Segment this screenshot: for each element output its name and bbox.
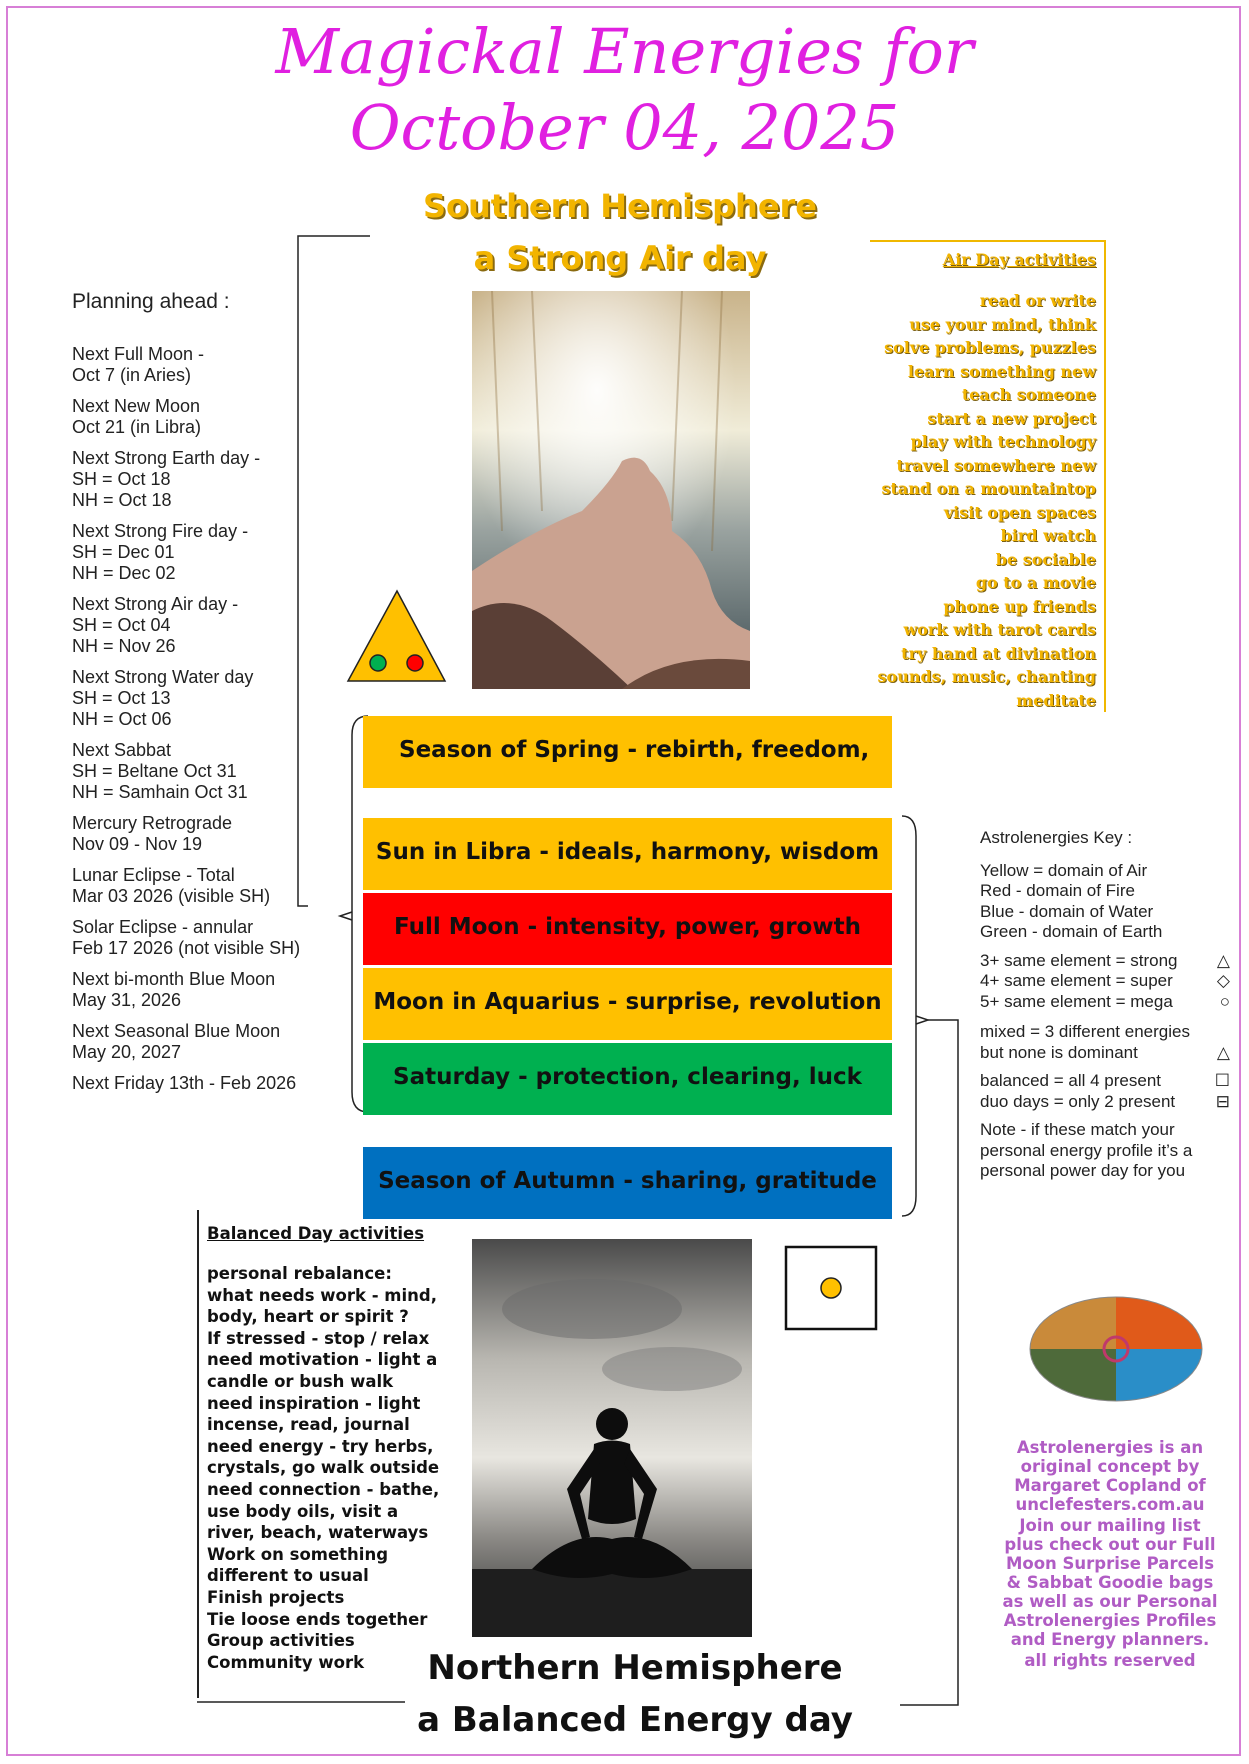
triangle-icon: △ — [1216, 950, 1230, 970]
key-title: Astrolenergies Key : — [980, 828, 1133, 847]
key-color-air: Yellow = domain of Air — [980, 860, 1148, 880]
balanced-activity: crystals, go walk outside — [207, 1458, 440, 1478]
balanced-activity: candle or bush walk — [207, 1371, 394, 1391]
sun-sign-label: Sun in Libra - ideals, harmony, wisdom — [375, 839, 880, 865]
split-square-icon: ⊟ — [1215, 1091, 1230, 1111]
key-mega: 5+ same element = mega — [980, 991, 1173, 1011]
key-note-3: personal power day for you — [980, 1161, 1186, 1180]
air-activity: go to a movie — [975, 573, 1096, 592]
planning-item: Lunar Eclipse - Total Mar 03 2026 (visible SH) — [72, 865, 271, 906]
key-balanced: balanced = all 4 present — [980, 1071, 1161, 1090]
key-mega-row — [980, 992, 1230, 1013]
balanced-activity: Tie loose ends together — [207, 1609, 428, 1629]
key-balanced-row — [980, 1071, 1230, 1092]
air-activity: bird watch — [1000, 526, 1096, 545]
key-color-water: Blue - domain of Water — [980, 901, 1154, 921]
strong-air-triangle-icon — [345, 588, 449, 684]
planning-item: Solar Eclipse - annular Feb 17 2026 (not visible SH) — [72, 917, 301, 958]
balanced-activity: need motivation - light a — [207, 1350, 438, 1370]
info-concept: Astrolenergies is an original concept by Margaret Copland of unclefesters.com.au — [1014, 1438, 1206, 1514]
planning-item: Next Strong Earth day - SH = Oct 18 NH = Oct 18 — [72, 448, 261, 510]
planning-item: Next Strong Fire day - SH = Dec 01 NH = Dec 02 — [72, 521, 249, 583]
northern-hemisphere-heading — [410, 1642, 860, 1746]
air-activity: be sociable — [995, 549, 1096, 569]
info-mailing-list: Join our mailing list plus check out our Full Moon Surprise Parcels & Sabbat Goodie bags as well as our Personal Astrolenergies Profiles and Energy planners. — [1002, 1516, 1218, 1649]
key-strong: 3+ same element = strong — [980, 950, 1178, 970]
planning-item: Next New Moon Oct 21 (in Libra) — [72, 396, 202, 437]
planning-item: Next bi-month Blue Moon May 31, 2026 — [72, 969, 276, 1010]
balanced-activity: Community work — [207, 1652, 365, 1672]
balanced-activities-title: Balanced Day activities — [207, 1224, 425, 1243]
meditation-silhouette-image — [472, 1239, 752, 1637]
balanced-activity: incense, read, journal — [207, 1415, 410, 1435]
nh-line-1: Northern Hemisphere — [427, 1648, 843, 1688]
air-day-activities — [870, 240, 1106, 712]
astrolenergies-info — [1000, 1438, 1220, 1672]
balanced-activity: need energy - try herbs, — [207, 1436, 434, 1456]
planning-item: Next Strong Air day - SH = Oct 04 NH = Nov 26 — [72, 594, 239, 656]
season-spring-bar — [363, 716, 892, 788]
square-icon: ☐ — [1214, 1071, 1230, 1090]
key-mixed-1: mixed = 3 different energies — [980, 1022, 1190, 1041]
key-mixed-row — [980, 1043, 1230, 1064]
day-of-week-label: Saturday - protection, clearing, luck — [393, 1064, 862, 1090]
air-activity: read or write — [979, 291, 1096, 310]
sh-line-1: Southern Hemisphere — [422, 187, 817, 225]
elements-logo — [1026, 1293, 1206, 1405]
moon-sign-bar — [363, 968, 892, 1040]
key-strong-row — [980, 951, 1230, 972]
balanced-activity: Group activities — [207, 1631, 355, 1651]
balanced-activity: what needs work - mind, — [207, 1285, 437, 1305]
air-activity: solve problems, puzzles — [884, 338, 1096, 357]
moon-sign-label: Moon in Aquarius - surprise, revolution — [373, 989, 882, 1015]
air-activity: phone up friends — [943, 596, 1096, 616]
planning-item: Next Full Moon - Oct 7 (in Aries) — [72, 344, 205, 385]
key-super: 4+ same element = super — [980, 971, 1173, 990]
balanced-activity: different to usual — [207, 1566, 369, 1586]
key-duo: duo days = only 2 present — [980, 1091, 1176, 1111]
season-spring-label: Season of Spring - rebirth, freedom, — [399, 737, 870, 763]
air-activity: teach someone — [961, 385, 1096, 404]
balanced-activity: Finish projects — [207, 1587, 345, 1607]
nh-line-2: a Balanced Energy day — [417, 1700, 853, 1740]
air-activity: try hand at divination — [901, 643, 1096, 663]
balanced-day-activities — [197, 1210, 457, 1698]
sun-sign-bar — [363, 818, 892, 890]
air-activity: travel somewhere new — [896, 455, 1096, 475]
title-line-1: Magickal Energies for — [275, 15, 974, 88]
balanced-activity: need inspiration - light — [207, 1393, 421, 1413]
circle-icon: ○ — [1219, 991, 1230, 1011]
planning-item: Next Sabbat SH = Beltane Oct 31 NH = Samhain Oct 31 — [72, 740, 248, 802]
key-color-fire: Red - domain of Fire — [980, 881, 1135, 900]
air-activity: visit open spaces — [943, 502, 1096, 522]
planning-item: Next Seasonal Blue Moon May 20, 2027 — [72, 1021, 281, 1062]
moon-phase-label: Full Moon - intensity, power, growth — [394, 914, 861, 940]
astrolenergies-key — [980, 828, 1230, 1182]
planning-item: Next Strong Water day SH = Oct 13 NH = Oct 06 — [72, 667, 254, 729]
key-note-2: personal energy profile it’s a — [980, 1140, 1193, 1160]
balanced-activity: use body oils, visit a — [207, 1501, 399, 1521]
air-activity: work with tarot cards — [903, 620, 1096, 639]
day-of-week-bar — [363, 1043, 892, 1115]
info-rights: all rights reserved — [1024, 1651, 1196, 1670]
triangle-icon: △ — [1216, 1042, 1230, 1062]
air-activity: stand on a mountaintop — [881, 479, 1096, 498]
air-activity: use your mind, think — [909, 314, 1096, 334]
season-autumn-bar — [363, 1147, 892, 1219]
air-day-woman-image — [472, 291, 750, 689]
air-activity: start a new project — [927, 408, 1096, 428]
diamond-icon: ◇ — [1216, 971, 1230, 990]
key-note-1: Note - if these match your — [980, 1120, 1175, 1139]
season-autumn-label: Season of Autumn - sharing, gratitude — [378, 1168, 877, 1194]
title-line-2: October 04, 2025 — [349, 91, 900, 164]
balanced-activity: river, beach, waterways — [207, 1523, 429, 1543]
air-activity: sounds, music, chanting — [877, 667, 1096, 686]
moon-phase-bar — [363, 893, 892, 965]
air-activities-title: Air Day activities — [942, 250, 1096, 269]
balanced-activity: If stressed - stop / relax — [207, 1328, 430, 1348]
air-activity: learn something new — [907, 361, 1096, 381]
key-super-row — [980, 971, 1230, 992]
planning-heading: Planning ahead : — [72, 290, 230, 313]
balanced-activity: need connection - bathe, — [207, 1479, 440, 1499]
key-mixed-2: but none is dominant — [980, 1042, 1138, 1062]
planning-item: Mercury Retrograde Nov 09 - Nov 19 — [72, 813, 233, 854]
balanced-activity: personal rebalance: — [207, 1264, 392, 1283]
air-activity: meditate — [1016, 690, 1096, 710]
balanced-activity: Work on something — [207, 1544, 389, 1564]
key-color-earth: Green - domain of Earth — [980, 922, 1163, 941]
balanced-day-square-icon — [784, 1245, 878, 1331]
balanced-activity: body, heart or spirit ? — [207, 1307, 409, 1327]
planning-item: Next Friday 13th - Feb 2026 — [72, 1073, 297, 1093]
air-activity: play with technology — [910, 432, 1096, 451]
sh-line-2: a Strong Air day — [473, 239, 767, 277]
key-duo-row — [980, 1092, 1230, 1113]
